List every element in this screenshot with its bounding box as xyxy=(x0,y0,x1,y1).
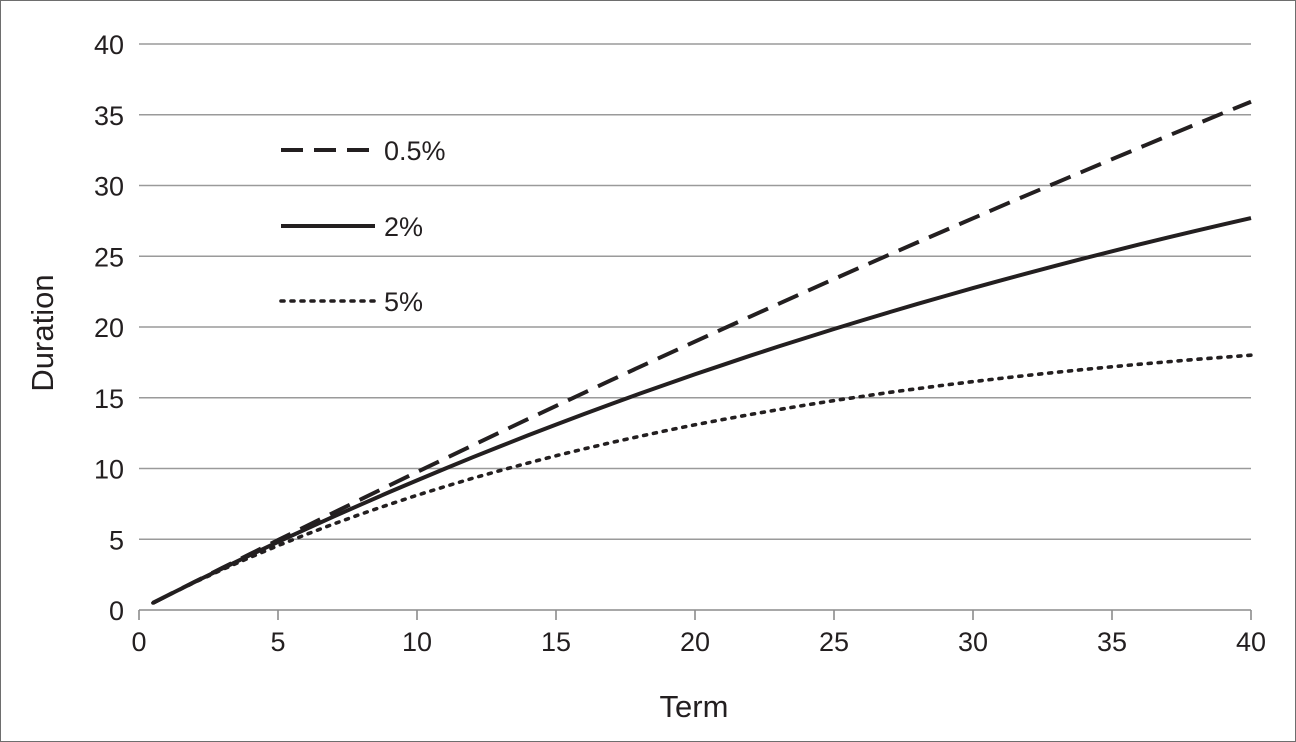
x-axis-title: Term xyxy=(659,689,729,724)
series-lines xyxy=(153,102,1251,603)
x-tick-label-30: 30 xyxy=(957,627,989,657)
x-tick-label-20: 20 xyxy=(679,627,711,657)
y-axis-title: Duration xyxy=(25,274,60,392)
y-tick-label-5: 5 xyxy=(108,525,124,556)
y-tick-label-40: 40 xyxy=(93,30,124,60)
x-tick-label-0: 0 xyxy=(131,627,147,657)
series-line-0-5pct xyxy=(153,102,1251,603)
x-tick-label-35: 35 xyxy=(1096,627,1128,657)
y-tick-label-0: 0 xyxy=(108,596,124,626)
x-tick-label-5: 5 xyxy=(270,627,286,657)
axes xyxy=(139,610,1251,620)
legend-label-2pct: 2% xyxy=(384,212,424,242)
x-tick-label-15: 15 xyxy=(540,627,572,657)
series-line-2pct xyxy=(153,218,1251,603)
y-tick-label-20: 20 xyxy=(93,313,124,343)
y-tick-label-15: 15 xyxy=(93,383,124,414)
y-tick-label-30: 30 xyxy=(93,171,124,202)
y-tick-label-35: 35 xyxy=(93,100,124,131)
x-tick-label-40: 40 xyxy=(1235,627,1267,657)
legend xyxy=(281,136,446,317)
y-tick-label-10: 10 xyxy=(93,454,124,485)
x-tick-label-25: 25 xyxy=(818,627,850,657)
x-tick-label-10: 10 xyxy=(401,627,433,657)
legend-label-5pct: 5% xyxy=(384,287,424,317)
y-tick-label-25: 25 xyxy=(93,242,124,273)
gridlines xyxy=(139,44,1251,539)
tick-labels xyxy=(94,30,1266,657)
legend-label-0-5pct: 0.5% xyxy=(384,136,446,166)
series-line-5pct xyxy=(153,355,1251,603)
